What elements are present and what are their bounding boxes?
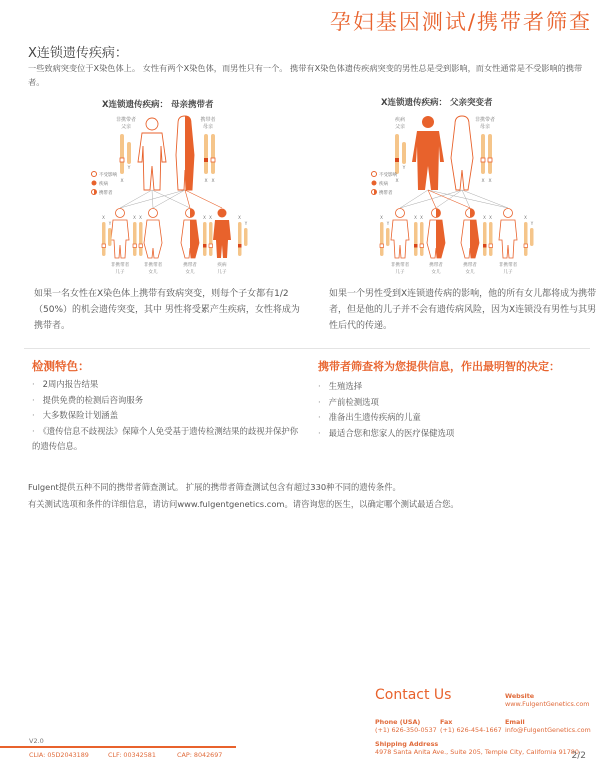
- svg-text:Y: Y: [244, 221, 248, 226]
- unaffected-ring-icon: [372, 172, 377, 177]
- svg-text:Y: Y: [386, 221, 390, 226]
- benefits-list: [318, 379, 588, 441]
- svg-text:儿子: 儿子: [217, 270, 227, 275]
- benefits-item: · 生殖选择: [318, 379, 588, 395]
- x-linked-intro: 一些致病突变位于X染色体上。 女性有两个X染色体，而男性只有一个。 携带有X染色体遗传疾病突变的男性总是受到影响，而女性通常是不受影响的携带者。: [28, 63, 583, 87]
- svg-text:疾病: 疾病: [217, 263, 227, 268]
- svg-text:携带者: 携带者: [379, 191, 393, 196]
- email-label: Email: [505, 718, 525, 726]
- diagram-father-affected: [370, 110, 560, 280]
- svg-text:X: X: [204, 179, 208, 184]
- svg-text:携带者: 携带者: [183, 263, 197, 268]
- svg-text:女儿: 女儿: [465, 270, 475, 275]
- features-item: · 大多数保险计划涵盖: [32, 408, 304, 424]
- svg-text:儿子: 儿子: [503, 270, 513, 275]
- svg-text:携带者: 携带者: [429, 263, 443, 268]
- father-figure-unaffected: [138, 118, 166, 190]
- svg-text:X: X: [203, 215, 206, 220]
- website-label: Website: [505, 692, 535, 700]
- address-label: Shipping Address: [375, 740, 439, 748]
- svg-text:携带者: 携带者: [200, 117, 216, 123]
- svg-text:儿子: 儿子: [115, 270, 125, 275]
- note-line-2: 有关测试选项和条件的详细信息，请访问www.fulgentgenetics.com。请咨询您的医生，以确定哪个测试最适合您。: [28, 499, 459, 509]
- svg-text:携带者: 携带者: [99, 191, 113, 196]
- address-value: 4978 Santa Anita Ave., Suite 205, Temple City, California 91780: [375, 748, 579, 756]
- svg-text:Y: Y: [127, 166, 131, 171]
- svg-text:X: X: [238, 215, 241, 220]
- child-daughter-noncarrier: [144, 209, 162, 259]
- svg-text:母亲: 母亲: [479, 124, 491, 130]
- svg-text:疾病: 疾病: [99, 182, 108, 187]
- diagram-mother-caption: 如果一名女性在X染色体上携带有致病突变，则每个子女都有1/2（50%）的机会遗传突变，其中 男性将受累产生疾病，女性将成为携带者。: [34, 289, 300, 331]
- svg-text:非携带者: 非携带者: [390, 263, 410, 268]
- chromosome-x: [120, 134, 124, 174]
- affected-dot-icon: [92, 181, 97, 186]
- features-item: · 《遗传信息不歧视法》保障个人免受基于遗传检测结果的歧视并保护你的遗传信息。: [32, 424, 304, 455]
- version-label: V2.0: [29, 737, 44, 745]
- svg-text:非携带者: 非携带者: [498, 263, 518, 268]
- features-heading: 检测特色：: [32, 359, 90, 373]
- test-info-note: [28, 479, 459, 513]
- svg-text:X: X: [483, 215, 486, 220]
- svg-text:Y: Y: [530, 221, 534, 226]
- parent-label: 非携带者: [115, 117, 137, 123]
- svg-text:母亲: 母亲: [202, 124, 214, 130]
- child-son-noncarrier: [391, 209, 409, 259]
- child-son-affected: [213, 209, 231, 259]
- svg-text:X: X: [102, 215, 105, 220]
- svg-text:女儿: 女儿: [185, 270, 195, 275]
- chromosome-y: [127, 142, 131, 164]
- father-figure-affected: [412, 116, 444, 190]
- features-item: · 提供免费的检测后咨询服务: [32, 393, 304, 409]
- svg-text:女儿: 女儿: [148, 270, 158, 275]
- svg-text:非携带者: 非携带者: [110, 263, 130, 268]
- x-linked-heading: X连锁遗传疾病：: [28, 46, 128, 61]
- svg-text:X: X: [524, 215, 527, 220]
- fax-value: (+1) 626-454-1667: [440, 726, 502, 734]
- svg-text:非携带者: 非携带者: [474, 117, 496, 123]
- svg-text:X: X: [120, 179, 124, 184]
- svg-text:疾病: 疾病: [379, 182, 388, 187]
- page-number: 2/2: [571, 751, 586, 761]
- website-link[interactable]: www.FulgentGenetics.com: [505, 700, 590, 708]
- unaffected-ring-icon: [92, 172, 97, 177]
- svg-text:X: X: [414, 215, 417, 220]
- cap-number: CAP: 8042697: [177, 751, 223, 759]
- diagram-father-title: X连锁遗传疾病： 父亲突变者: [381, 98, 493, 108]
- clf-number: CLF: 00342581: [108, 751, 156, 759]
- benefits-item: · 准备出生遗传疾病的儿童: [318, 410, 588, 426]
- svg-text:X: X: [488, 179, 492, 184]
- svg-text:X: X: [209, 215, 212, 220]
- svg-text:X: X: [489, 215, 492, 220]
- svg-text:X: X: [395, 179, 399, 184]
- email-link[interactable]: info@FulgentGenetics.com: [505, 726, 591, 734]
- phone-label: Phone (USA): [375, 718, 421, 726]
- clia-number: CLIA: 05D2043189: [29, 751, 89, 759]
- svg-text:儿子: 儿子: [395, 270, 405, 275]
- svg-text:Y: Y: [402, 166, 406, 171]
- mother-figure-carrier: [176, 116, 194, 190]
- svg-text:女儿: 女儿: [431, 270, 441, 275]
- svg-text:X: X: [380, 215, 383, 220]
- features-list: [32, 377, 304, 455]
- child-son-noncarrier: [499, 209, 517, 259]
- section-divider: [24, 348, 590, 349]
- svg-text:X: X: [211, 179, 215, 184]
- page-title: 孕妇基因测试/携带者筛查: [329, 10, 592, 34]
- svg-text:父亲: 父亲: [394, 124, 406, 130]
- svg-text:X: X: [139, 215, 142, 220]
- child-son-noncarrier: [111, 209, 129, 259]
- benefits-heading: 携带者筛查将为您提供信息，作出最明智的决定：: [318, 360, 560, 373]
- svg-text:携带者: 携带者: [463, 263, 477, 268]
- note-line-1: Fulgent提供五种不同的携带者筛查测试。 扩展的携带者筛查测试包含有超过330种不同的遗传条件。: [28, 482, 401, 492]
- contact-title: Contact Us: [375, 687, 452, 703]
- mother-figure-unaffected: [451, 116, 473, 190]
- svg-text:不受影响: 不受影响: [379, 173, 397, 178]
- phone-value: (+1) 626-350-0537: [375, 726, 437, 734]
- child-daughter-carrier: [181, 209, 199, 259]
- svg-text:不受影响: 不受影响: [99, 173, 117, 178]
- fax-label: Fax: [440, 718, 453, 726]
- benefits-item: · 最适合您和您家人的医疗保健选项: [318, 426, 588, 442]
- svg-text:X: X: [133, 215, 136, 220]
- svg-text:父亲: 父亲: [120, 124, 132, 130]
- benefits-item: · 产前检测选项: [318, 395, 588, 411]
- child-daughter-carrier: [427, 209, 445, 259]
- svg-text:非携带者: 非携带者: [143, 263, 163, 268]
- diagram-father-caption: 如果一个男性受到X连锁遗传病的影响，他的所有女儿都将成为携带者，但是他的儿子并不会有遗传病风险，因为X连锁没有男性与其男性后代的传递。: [329, 289, 597, 331]
- diagram-mother-carrier: [90, 110, 270, 280]
- footer-rule: [0, 746, 236, 748]
- svg-text:Y: Y: [108, 221, 112, 226]
- child-daughter-carrier: [461, 209, 479, 259]
- svg-text:X: X: [420, 215, 423, 220]
- affected-dot-icon: [372, 181, 377, 186]
- features-item: · 2周内报告结果: [32, 377, 304, 393]
- svg-text:疾病: 疾病: [394, 117, 406, 123]
- diagram-mother-title: X连锁遗传疾病： 母亲携带者: [102, 100, 214, 110]
- svg-text:X: X: [481, 179, 485, 184]
